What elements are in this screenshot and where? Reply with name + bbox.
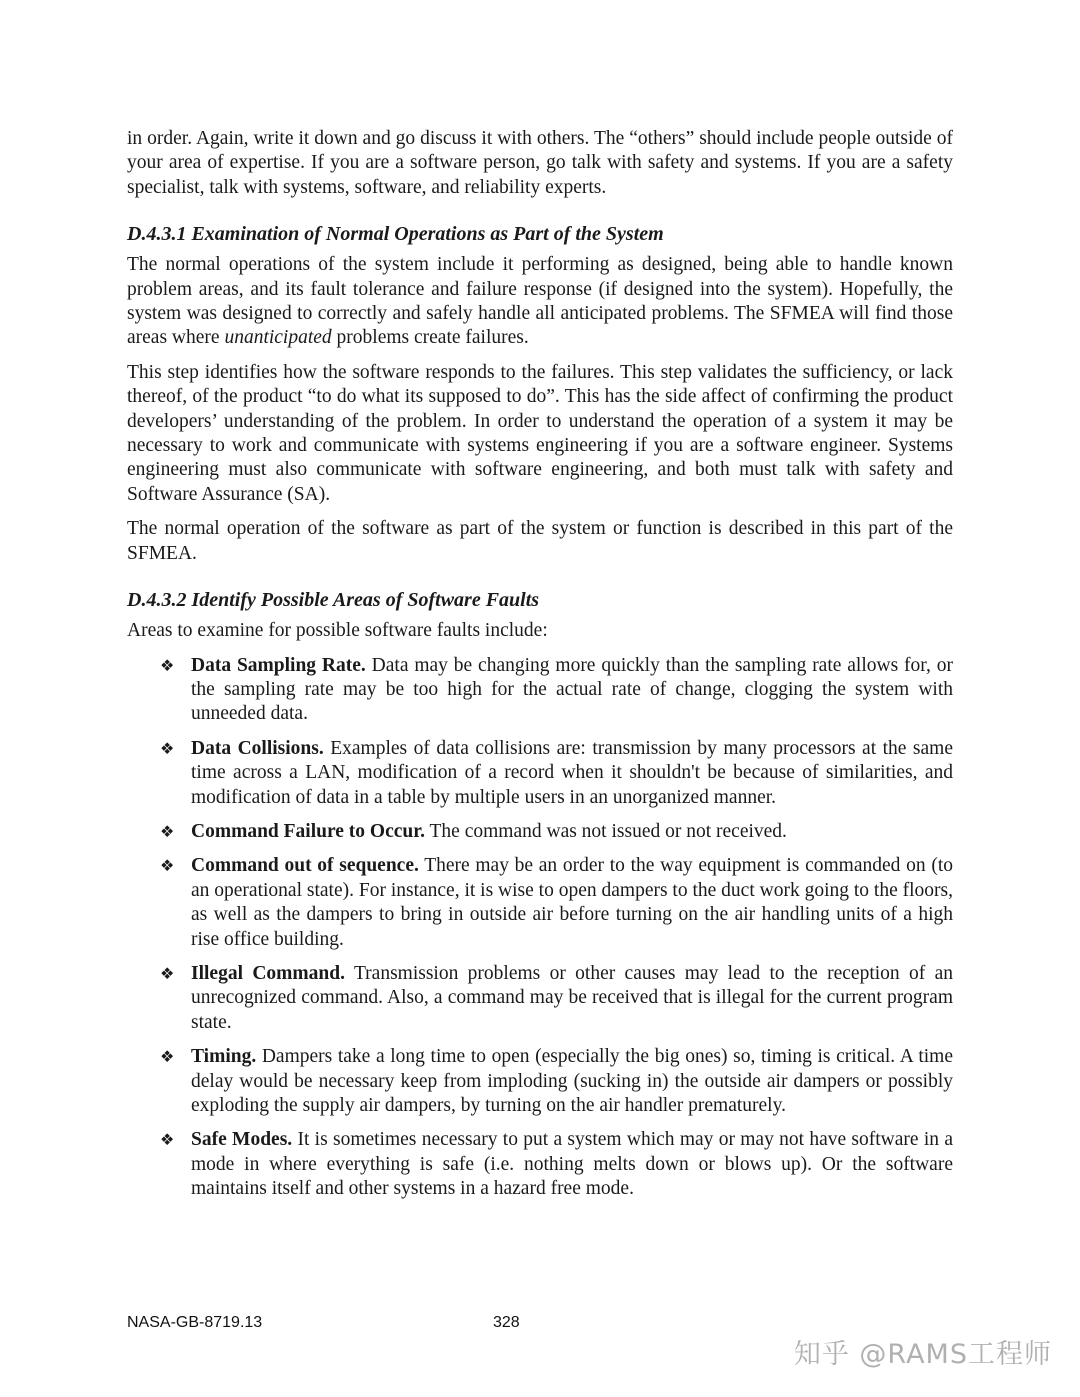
paragraph-text-end: problems create failures.	[331, 327, 529, 349]
footer-page-number: 328	[493, 1314, 520, 1331]
fault-term: Command out of sequence.	[191, 855, 419, 877]
fault-description: Data may be changing more quickly than the sampling rate allows for, or the sampling rate may be too high for the actual rate of change, clogging the system with unneeded data.	[191, 654, 953, 725]
intro-paragraph: in order. Again, write it down and go discuss it with others. The “others” should include people outside of your area of expertise. If you are a software person, go talk with safety and systems. If you are a safety specialist, talk with systems, software, and reliability experts.	[127, 128, 953, 198]
fault-term: Illegal Command.	[191, 962, 345, 984]
fault-description: Dampers take a long time to open (especially the big ones) so, timing is critical. A time delay would be necessary keep from imploding (sucking in) the outside air dampers or possibly exploding the supply air dampers, by turning on the air handler prematurely.	[191, 1046, 953, 1116]
fault-term: Command Failure to Occur.	[191, 820, 425, 842]
fault-term: Data Sampling Rate.	[191, 654, 366, 676]
sfmea-description-paragraph: The normal operation of the software as part of the system or function is described in this part of the SFMEA.	[127, 518, 953, 564]
list-item	[127, 737, 953, 810]
section-heading-normal-operations: D.4.3.1 Examination of Normal Operations as Part of the System	[127, 223, 664, 246]
diamond-bullet-icon: ❖	[160, 1130, 175, 1150]
fault-areas-lead: Areas to examine for possible software faults include:	[127, 620, 548, 642]
emphasis-unanticipated: unanticipated	[224, 327, 332, 349]
diamond-bullet-icon: ❖	[160, 963, 175, 983]
watermark: 知乎 @RAMS工程师	[793, 1339, 1052, 1370]
list-item	[127, 1128, 953, 1201]
list-item	[127, 854, 953, 952]
footer-document-id: NASA-GB-8719.13	[127, 1314, 263, 1331]
paragraph-text-start: The normal operations of the system include it performing as designed, being able to handle known problem areas, and its fault tolerance and failure response (if designed into the system). Hopefully, the system was designed to correctly and safely handle all anticipated problems. The SFMEA will find those areas where	[127, 254, 953, 349]
list-item	[127, 1045, 953, 1118]
section-heading-software-faults: D.4.3.2 Identify Possible Areas of Software Faults	[127, 589, 540, 612]
list-item	[127, 820, 953, 844]
fault-description: There may be an order to the way equipment is commanded on (to an operational state). For instance, it is wise to open dampers to the duct work going to the floors, as well as the dampers to bring in outside air before turning on the air handling units of a high rise office building.	[191, 855, 953, 950]
diamond-bullet-icon: ❖	[160, 655, 175, 675]
fault-term: Data Collisions.	[191, 737, 324, 759]
page-content	[127, 127, 953, 1212]
diamond-bullet-icon: ❖	[160, 1047, 175, 1067]
fault-description: The command was not issued or not received.	[425, 820, 787, 842]
list-item	[127, 654, 953, 727]
normal-operations-paragraph	[127, 253, 953, 351]
diamond-bullet-icon: ❖	[160, 738, 175, 758]
list-item	[127, 962, 953, 1035]
fault-description: It is sometimes necessary to put a system which may or may not have software in a mode in where everything is safe (i.e. nothing melts down or blows up). Or the software maintains itself and other systems in a hazard free mode.	[191, 1129, 953, 1200]
failure-response-paragraph: This step identifies how the software responds to the failures. This step validates the sufficiency, or lack thereof, of the product “to do what its supposed to do”. This has the side affect of confirming the product developers’ understanding of the problem. In order to understand the operation of a system it may be necessary to work and communicate with systems engineering if you are a software engineer. Systems engineering must also communicate with software engineering, and both must talk with safety and Software Assurance (SA).	[127, 361, 953, 505]
diamond-bullet-icon: ❖	[160, 856, 175, 876]
fault-term: Timing.	[191, 1046, 257, 1068]
fault-term: Safe Modes.	[191, 1129, 293, 1151]
diamond-bullet-icon: ❖	[160, 821, 175, 841]
fault-areas-list	[127, 654, 953, 1202]
fault-description: Examples of data collisions are: transmission by many processors at the same time across a LAN, modification of a record when it shouldn't be because of similarities, and modification of data in a table by multiple users in an unorganized manner.	[191, 737, 953, 808]
fault-description: Transmission problems or other causes may lead to the reception of an unrecognized command. Also, a command may be received that is illegal for the current program state.	[191, 962, 953, 1033]
